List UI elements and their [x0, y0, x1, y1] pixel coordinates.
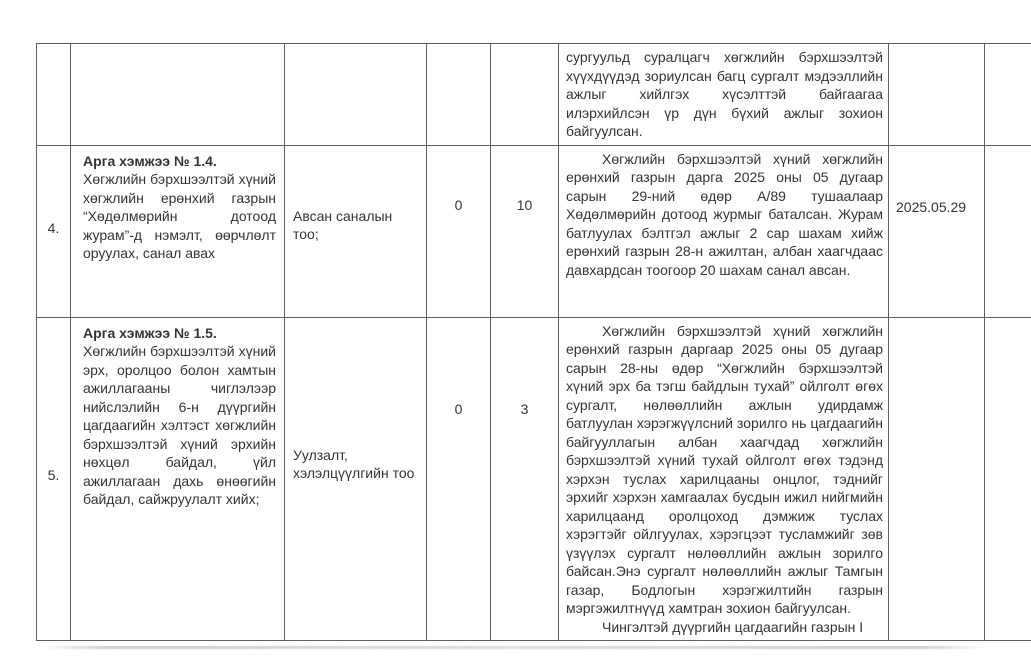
scan-artifact-line	[42, 646, 986, 649]
cell-indicator	[285, 44, 427, 146]
table-row-continuation	[37, 44, 1031, 146]
cell-number	[37, 44, 71, 146]
cell-result	[559, 44, 889, 146]
activity-report-table	[36, 43, 1031, 641]
cell-date	[889, 317, 985, 641]
activity-body: Хөгжлийн бэрхшээлтэй хүний хөгжлийн ерөнхий газрын “Хөдөлмөрийн дотоод журам”-д нэмэлт, өөрчлөлт оруулах, санал авах	[83, 171, 276, 261]
activity-heading: Арга хэмжээ № 1.5.	[83, 324, 217, 341]
cell-baseline	[427, 44, 491, 146]
cell-number: 5.	[37, 317, 71, 641]
result-paragraph: Хөгжлийн бэрхшээлтэй хүний хөгжлийн ерөнхий газрын дарга 2025 оны 05 дугаар сарын 29-ний өдөр А/89 тушаалаар Хөдөлмөрийн дотоод журмыг баталсан. Журам батлуулах бэлтгэл ажлыг 2 сар шахам хийж ерөнхий газрын 28-н ажилтан, албан хаагчдаас давхардсан тоогоор 20 шахам санал авсан.	[566, 150, 883, 278]
cell-extra	[985, 44, 1031, 146]
cell-date	[889, 44, 985, 146]
cell-date: 2025.05.29	[889, 145, 985, 317]
cell-activity	[71, 145, 285, 317]
cell-result	[559, 317, 889, 641]
table-row-5	[37, 317, 1031, 641]
table-row-4	[37, 145, 1031, 317]
result-paragraph: Хөгжлийн бэрхшээлтэй хүний хөгжлийн ерөнхий газрын даргаар 2025 оны 05 дугаар сарын 28-ны өдөр “Хөгжлийн бэрхшээлтэй хүний эрх ба тэгш байдлын тухай” ойлголт өгөх сургалт, нөлөөллийн ажлын удирдамж батлуулан хэрэгжүүлсний зорилго нь цагдаагийн байгууллагын албан хаагчдад хөгжлийн бэрхшээлтэй хүний тухай ойлголт өгөх тэдэнд хэрхэн туслах харилцааны онцлог, тэднийг эрхийг хэрхэн хамгаалах бусдын ижил нийгмийн харилцаанд оролцоход дэмжиж туслах хэрэгтэйг ойлгуулах, хэрэгцээт тусламжийг зөв үзүүлэх сургалт нөлөөллийн ажлын зорилго байсан.Энэ сургалт нөлөөллийн ажлыг Тамгын газар, Бодлогын хэрэгжилтийн газрын мэргэжилтнүүд хамтран зохион байгуулсан.	[566, 322, 883, 616]
cell-indicator: Уулзалт, хэлэлцүүлгийн тоо	[285, 317, 427, 641]
cell-target: 3	[491, 317, 559, 641]
cell-baseline: 0	[427, 145, 491, 317]
cell-target: 10	[491, 145, 559, 317]
cell-result	[559, 145, 889, 317]
activity-body: Хөгжлийн бэрхшээлтэй хүний эрх, оролцоо болон хамтын ажиллагааны чиглэлээр нийслэлийн 6-н дүүргийн цагдаагийн хэлтэст хөгжлийн бэрхшээлтэй хүний эрхийн нөхцөл байдал, үйл ажиллагаан дахь өнөөгийн байдал, сайжруулалт хийх;	[83, 343, 276, 507]
cell-baseline: 0	[427, 317, 491, 641]
activity-heading: Арга хэмжээ № 1.4.	[83, 152, 217, 169]
cell-extra	[985, 145, 1031, 317]
cell-indicator: Авсан саналын тоо;	[285, 145, 427, 317]
cell-target	[491, 44, 559, 146]
result-paragraph: Чингэлтэй дүүргийн цагдаагийн газрын I	[602, 618, 864, 635]
cell-number: 4.	[37, 145, 71, 317]
cell-activity	[71, 44, 285, 146]
cell-activity	[71, 317, 285, 641]
result-paragraph: сургуульд суралцагч хөгжлийн бэрхшээлтэй хүүхдүүдэд зориулсан багц сургалт мэдээллийн ажлыг хийлгэх хүсэлттэй байгаагаа илэрхийлсэн үр дүн бүхий ажлыг зохион байгуулсан.	[566, 49, 883, 139]
cell-extra	[985, 317, 1031, 641]
